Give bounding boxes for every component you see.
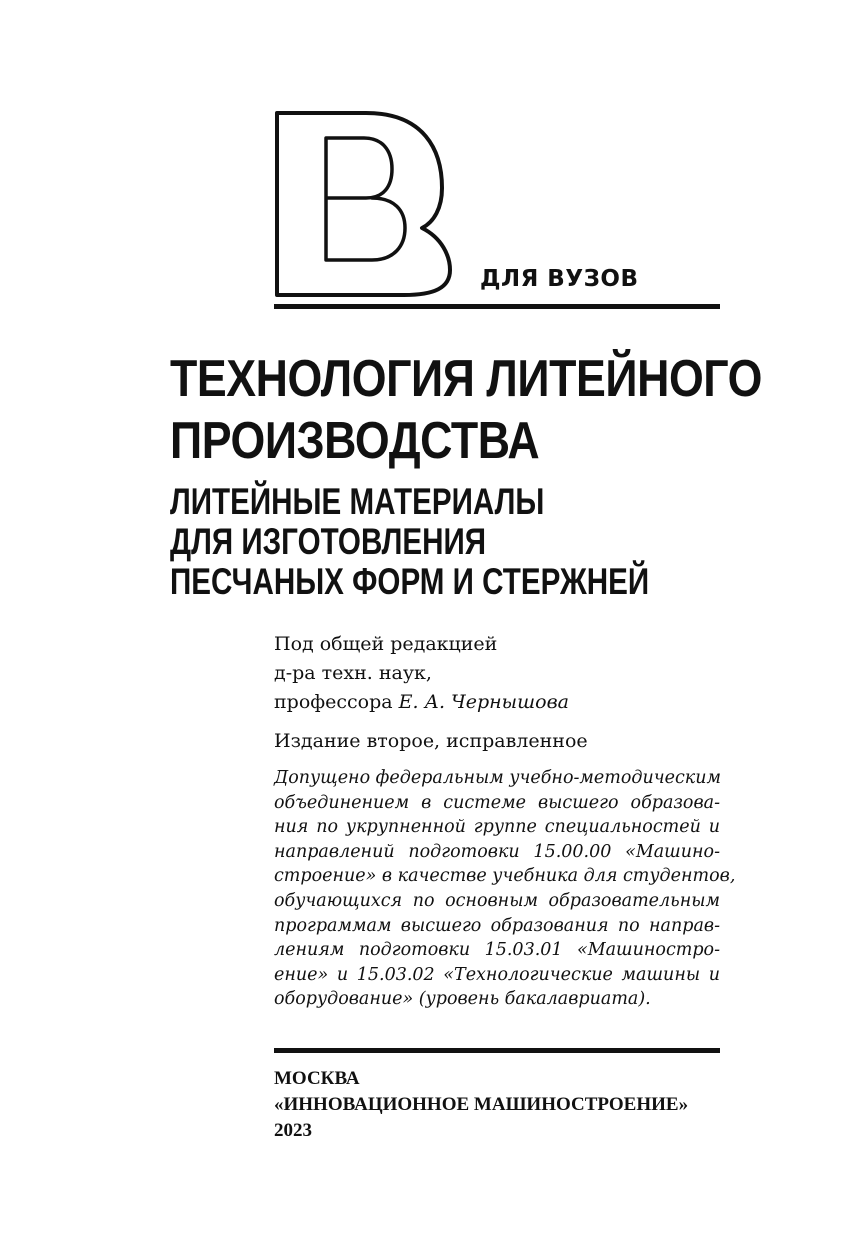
editor-line: д-ра техн. наук,: [274, 662, 432, 684]
book-subtitle-line: ПЕСЧАНЫХ ФОРМ И СТЕРЖНЕЙ: [170, 561, 650, 602]
top-divider: [274, 304, 720, 309]
series-logo-b-icon: [274, 110, 454, 298]
approval-line: направлений подготовки 15.00.00 «Машино-: [274, 841, 720, 862]
book-title-line: ТЕХНОЛОГИЯ ЛИТЕЙНОГО: [170, 350, 763, 408]
publication-year: 2023: [274, 1120, 312, 1141]
editor-title: профессора: [274, 691, 399, 713]
series-label: ДЛЯ ВУЗОВ: [480, 266, 639, 292]
publisher-city: МОСКВА: [274, 1068, 360, 1089]
approval-line: объединением в системе высшего образова-: [274, 792, 720, 813]
book-subtitle-line: ДЛЯ ИЗГОТОВЛЕНИЯ: [170, 521, 487, 562]
approval-line: ение» и 15.03.02 «Технологические машины и: [274, 964, 720, 985]
approval-line: лениям подготовки 15.03.01 «Машиностро-: [274, 940, 720, 961]
approval-line: оборудование» (уровень бакалавриата).: [274, 989, 651, 1010]
editor-line: Под общей редакцией: [274, 633, 498, 655]
bottom-divider: [274, 1048, 720, 1053]
editor-credit: [274, 630, 569, 717]
approval-line: строение» в качестве учебника для студентов,: [274, 866, 736, 887]
book-subtitle: [170, 482, 682, 602]
approval-line: Допущено федеральным учебно-методическим: [274, 768, 722, 788]
approval-line: ния по укрупненной группе специальностей и: [274, 817, 720, 838]
publisher-name: «ИННОВАЦИОННОЕ МАШИНОСТРОЕНИЕ»: [274, 1094, 689, 1115]
approval-statement: [274, 766, 736, 1012]
book-title: [170, 348, 763, 472]
approval-line: обучающихся по основным образовательным: [274, 890, 720, 911]
publisher-block: [274, 1066, 688, 1144]
book-subtitle-line: ЛИТЕЙНЫЕ МАТЕРИАЛЫ: [170, 481, 545, 522]
editor-line: [274, 688, 569, 717]
editor-name: Е. А. Чернышова: [398, 691, 569, 713]
book-title-line: ПРОИЗВОДСТВА: [170, 412, 540, 470]
edition-note: Издание второе, исправленное: [274, 730, 588, 752]
approval-line: программам высшего образования по направ-: [274, 915, 720, 936]
